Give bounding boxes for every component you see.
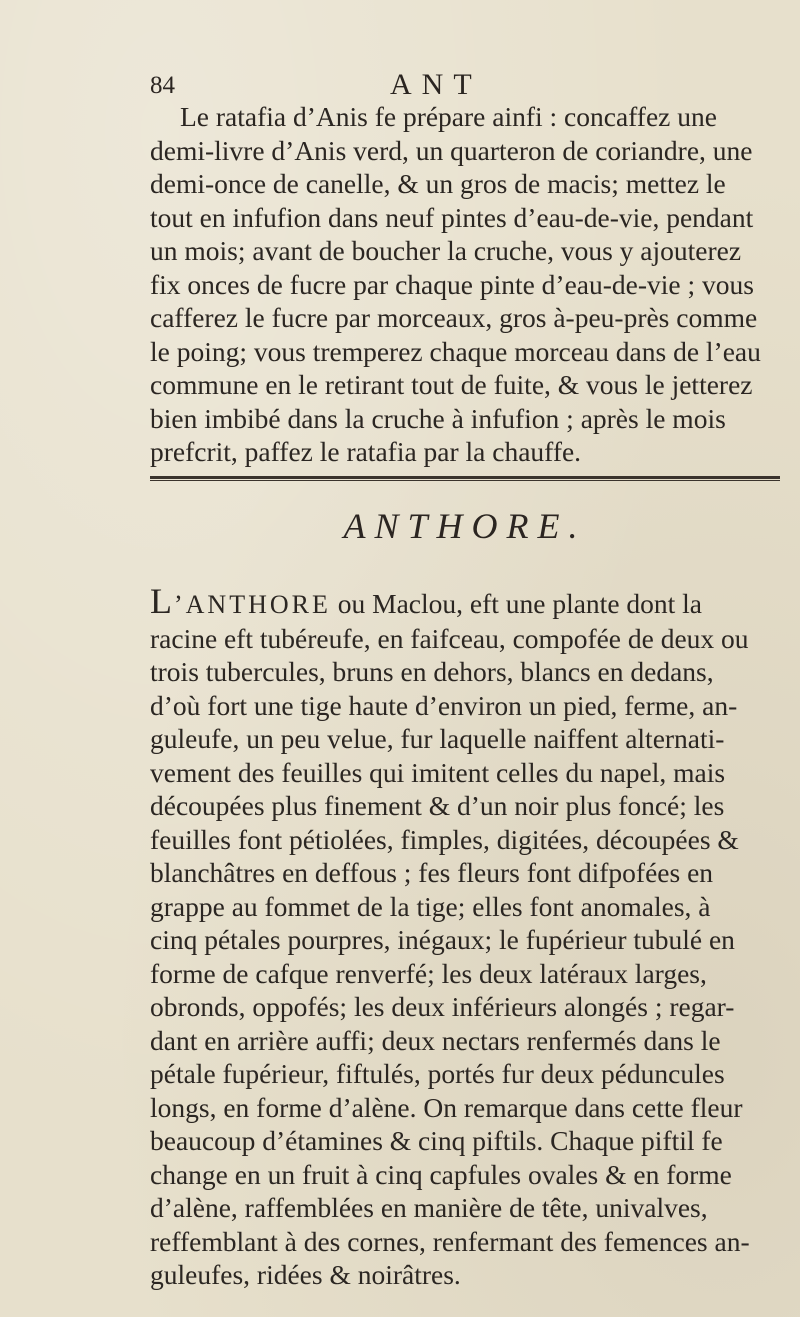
text-line: vement des feuilles qui imitent celles du napel, mais	[150, 756, 726, 788]
drop-cap: L	[150, 585, 174, 621]
text-line: guleufes, ridées & noirâtres.	[150, 1259, 461, 1290]
running-head: ANT	[390, 68, 482, 101]
page-number: 84	[150, 72, 175, 99]
text-line: commune en le retirant tout de fuite, & vous le jetterez	[150, 369, 753, 400]
text-line: le poing; vous tremperez chaque morceau dans de l’eau	[150, 335, 761, 367]
ratafia-paragraph	[150, 100, 780, 469]
text-line: racine eft tubéreufe, en faifceau, compofée de deux ou	[150, 622, 749, 654]
text-line: fix onces de fucre par chaque pinte d’eau-de-vie ; vous	[150, 268, 754, 300]
text-line: un mois; avant de boucher la cruche, vous y ajouterez	[150, 235, 742, 266]
text-line: découpées plus finement & d’un noir plus foncé; les	[150, 790, 725, 821]
first-line	[150, 585, 780, 622]
entry-name: ’ANTHORE	[174, 590, 331, 619]
text-line: d’alène, raffemblées en manière de tête, univalves,	[150, 1192, 708, 1223]
text-line: bien imbibé dans la cruche à infufion ; après le mois	[150, 402, 726, 434]
anthore-paragraph	[150, 585, 780, 1292]
text-line: cinq pétales pourpres, inégaux; le fupérieur tubulé en	[150, 924, 735, 955]
page-header	[150, 64, 760, 104]
text-line: demi-livre d’Anis verd, un quarteron de coriandre, une	[150, 134, 753, 166]
text-line: pétale fupérieur, fiftulés, portés fur deux péduncules	[150, 1058, 725, 1089]
text-line: beaucoup d’étamines & cinq piftils. Chaque piftil fe	[150, 1125, 723, 1156]
text-line: prefcrit, paffez le ratafia par la chauffe.	[150, 436, 582, 467]
text-line: grappe au fommet de la tige; elles font anomales, à	[150, 890, 711, 922]
section-divider	[150, 476, 780, 481]
first-line-text: ou Maclou, eft une plante dont la	[330, 588, 703, 619]
text-line: blanchâtres en deffous ; fes fleurs font difpofées en	[150, 857, 714, 888]
text-line: obronds, oppofés; les deux inférieurs alongés ; regar-	[150, 991, 735, 1022]
text-line: change en un fruit à cinq capfules ovales & en forme	[150, 1158, 732, 1190]
text-line: Le ratafia d’Anis fe prépare ainfi : concaffez une	[180, 101, 717, 132]
text-line: longs, en forme d’alène. On remarque dans cette fleur	[150, 1091, 743, 1123]
text-line: tout en infufion dans neuf pintes d’eau-de-vie, pendant	[150, 201, 754, 233]
text-line: guleufe, un peu velue, fur laquelle naiffent alternati-	[150, 723, 725, 754]
text-line: d’où fort une tige haute d’environ un pied, ferme, an-	[150, 689, 738, 721]
text-line: reffemblant à des cornes, renfermant des femences an-	[150, 1225, 750, 1257]
text-line: forme de cafque renverfé; les deux latéraux larges,	[150, 957, 707, 989]
text-line: dant en arrière auffi; deux nectars renfermés dans le	[150, 1024, 721, 1056]
text-line: trois tubercules, bruns en dehors, blancs en dedans,	[150, 656, 714, 687]
text-line: demi-once de canelle, & un gros de macis; mettez le	[150, 168, 726, 199]
text-line: feuilles font pétiolées, fimples, digitées, découpées &	[150, 823, 739, 855]
text-line: cafferez le fucre par morceaux, gros à-peu-près comme	[150, 302, 758, 333]
section-title: ANTHORE.	[343, 506, 587, 546]
